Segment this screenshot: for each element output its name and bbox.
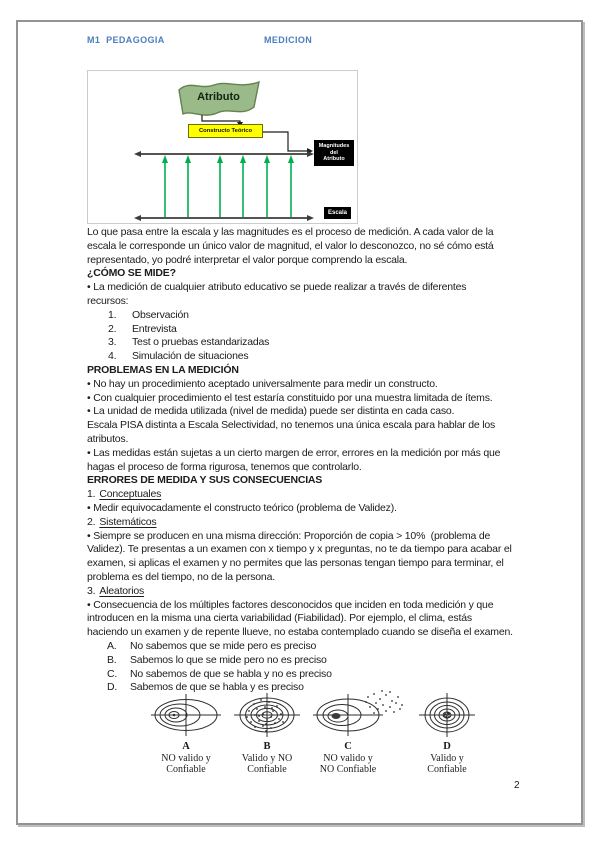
text-line: introducen en la misma una cierta variabilidad (Fiabilidad). Por ejemplo, el clima, estás <box>87 612 472 625</box>
text-line: C. No sabemos de que se habla y no es preciso <box>107 667 332 680</box>
target-caption: Confiable <box>247 764 287 775</box>
text-line: 3. Test o pruebas estandarizadas <box>108 336 270 349</box>
text-line: D. Sabemos de que se habla y es preciso <box>107 681 304 694</box>
text-line: • La medición de cualquier atributo educativo se puede realizar a través de diferentes <box>87 281 467 294</box>
text-line: haciendo un examen y de repente llueve, no estaba contemplado cuando se diseña el examen. <box>87 626 513 639</box>
target-letter: B <box>263 741 271 752</box>
target-letter: D <box>443 741 451 752</box>
text-line: 2. Entrevista <box>108 322 177 335</box>
text-line: B. Sabemos lo que se mide pero no es preciso <box>107 653 327 666</box>
target-letter: C <box>344 741 352 752</box>
text-line: escala le corresponde un único valor de magnitud, el valor lo desconozco, no sé cómo está <box>87 239 494 252</box>
page-number: 2 <box>514 780 520 791</box>
text-line: Lo que pasa entre la escala y las magnitudes es el proceso de medición. A cada valor de la <box>87 226 494 238</box>
text-line: ¿CÓMO SE MIDE? <box>87 267 176 280</box>
text-line: 1. Observación <box>108 308 189 321</box>
text-line: hagas el proceso de forma rigurosa, tenemos que controlarlo. <box>87 460 362 473</box>
magnitudes-label-line2: Atributo <box>323 156 345 163</box>
target-figure-d <box>389 689 505 775</box>
target-caption: Valido y NO <box>241 753 293 764</box>
header-course: M1 PEDAGOGIA <box>87 35 165 45</box>
text-line: representado, yo podré interpretar el valor porque comprendo la escala. <box>87 253 408 266</box>
text-line: recursos: <box>87 294 129 307</box>
text-line: 1. Conceptuales <box>87 488 162 501</box>
scale-mapping-arrows <box>162 155 294 217</box>
body-text <box>87 226 562 695</box>
bullseye-valid-reliable <box>389 689 505 741</box>
text-line: Escala PISA distinta a Escala Selectividad, no tenemos una única escala para hablar de los <box>87 419 496 432</box>
text-line: • Medir equivocadamente el constructo teórico (problema de Validez). <box>87 501 397 514</box>
text-line: • No hay un procedimiento aceptado universalmente para medir un constructo. <box>87 377 438 390</box>
text-line: A. No sabemos que se mide pero es preciso <box>107 639 317 652</box>
construct-box: Constructo Teórico <box>188 124 263 138</box>
target-caption: Confiable <box>166 764 206 775</box>
header-topic: MEDICION <box>264 35 313 45</box>
text-line: • Con cualquier procedimiento el test estaría constituido por una muestra limitada de ítems. <box>87 391 493 404</box>
target-caption: NO Confiable <box>319 764 377 775</box>
text-line: problema es del tiempo, no de la persona. <box>87 570 275 583</box>
text-line: ERRORES DE MEDIDA Y SUS CONSECUENCIAS <box>87 474 323 487</box>
document-page <box>16 20 583 825</box>
text-line: • Siempre se producen en una misma dirección: Proporción de copia > 10% (problema de <box>87 529 491 542</box>
scale-box: Escala <box>324 207 351 219</box>
magnitudes-label-line1: Magnitudes del <box>318 143 350 156</box>
connector-construct-to-magnitudes <box>263 132 308 151</box>
target-caption: Valido y <box>430 753 464 764</box>
text-line: • La unidad de medida utilizada (nivel de medida) puede ser distinta en cada caso. <box>87 405 455 418</box>
text-line: examen, si aplicas el examen y no permites que las personas tengan tiempo para terminar, el <box>87 557 504 570</box>
text-line: 3. Aleatorios <box>87 584 145 597</box>
text-line: PROBLEMAS EN LA MEDICIÓN <box>87 363 239 376</box>
text-line: 2. Sistemáticos <box>87 515 157 528</box>
text-line: • Las medidas están sujetas a un cierto margen de error, errores en la medición por más que <box>87 446 501 459</box>
text-line: 4. Simulación de situaciones <box>108 350 249 363</box>
attribute-label: Atributo <box>197 91 240 103</box>
measurement-process-diagram <box>87 70 358 224</box>
text-line: • Consecuencia de los múltiples factores desconocidos que inciden en toda medición y que <box>87 598 494 611</box>
target-caption: Confiable <box>427 764 467 775</box>
target-caption: NO valido y <box>161 753 211 764</box>
text-line: Validez). Te presentas a un examen con x tiempo y x preguntas, no te da tiempo para acabar el <box>87 543 512 556</box>
text-line: atributos. <box>87 432 129 445</box>
magnitudes-box <box>314 140 354 166</box>
target-letter: A <box>182 741 190 752</box>
target-caption: NO valido y <box>323 753 373 764</box>
